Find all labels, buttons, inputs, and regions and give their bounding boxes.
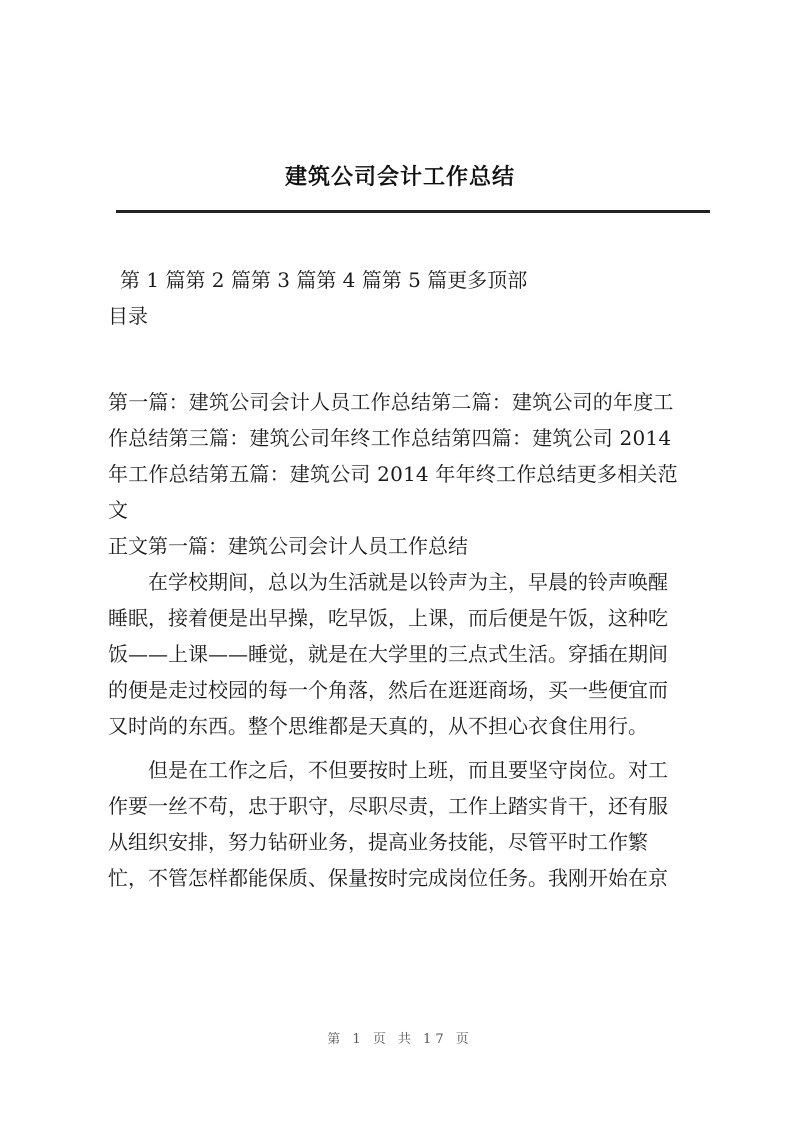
paragraph-1 (108, 564, 708, 744)
paragraph-line: 饭——上课——睡觉，就是在大学里的三点式生活。穿插在期间 (108, 642, 668, 666)
paragraph-line: 的便是走过校园的每一个角落，然后在逛逛商场，买一些便宜而 (108, 678, 668, 702)
paragraph-line: 忙，不管怎样都能保质、保量按时完成岗位任务。我刚开始在京 (108, 866, 668, 890)
page-title: 建筑公司会计工作总结 (284, 165, 515, 190)
paragraph-line: 在学校期间，总以为生活就是以铃声为主，早晨的铃声唤醒 (148, 570, 668, 594)
paragraph-line: 但是在工作之后，不但要按时上班，而且要坚守岗位。对工 (148, 758, 668, 782)
toc-heading: 目录 (108, 304, 148, 328)
paragraph-line: 作要一丝不苟，忠于职守，尽职尽责，工作上踏实肯干，还有服 (108, 794, 668, 818)
paragraph-line: 又时尚的东西。整个思维都是天真的，从不担心衣食住用行。 (108, 714, 648, 738)
section-heading: 正文第一篇：建筑公司会计人员工作总结 (108, 534, 468, 558)
toc-list (108, 384, 708, 528)
paragraph-2 (108, 752, 708, 896)
section-nav-links[interactable]: 第 1 篇第 2 篇第 3 篇第 4 篇第 5 篇更多顶部 (120, 268, 528, 292)
spacer (108, 334, 708, 370)
paragraph-line: 从组织安排，努力钻研业务，提高业务技能，尽管平时工作繁 (108, 830, 648, 854)
toc-line[interactable]: 作总结第三篇：建筑公司年终工作总结第四篇：建筑公司 2014 (108, 426, 672, 450)
paragraph-line: 睡眠，接着便是出早操，吃早饭，上课，而后便是午饭，这种吃 (108, 606, 668, 630)
toc-line[interactable]: 年工作总结第五篇：建筑公司 2014 年年终工作总结更多相关范 (108, 462, 678, 486)
title-divider (116, 210, 710, 213)
document-body (108, 262, 708, 904)
toc-line[interactable]: 第一篇：建筑公司会计人员工作总结第二篇：建筑公司的年度工 (108, 390, 674, 414)
toc-line[interactable]: 文 (108, 498, 129, 522)
page-number-footer: 第 1 页 共 17 页 (327, 1032, 473, 1047)
